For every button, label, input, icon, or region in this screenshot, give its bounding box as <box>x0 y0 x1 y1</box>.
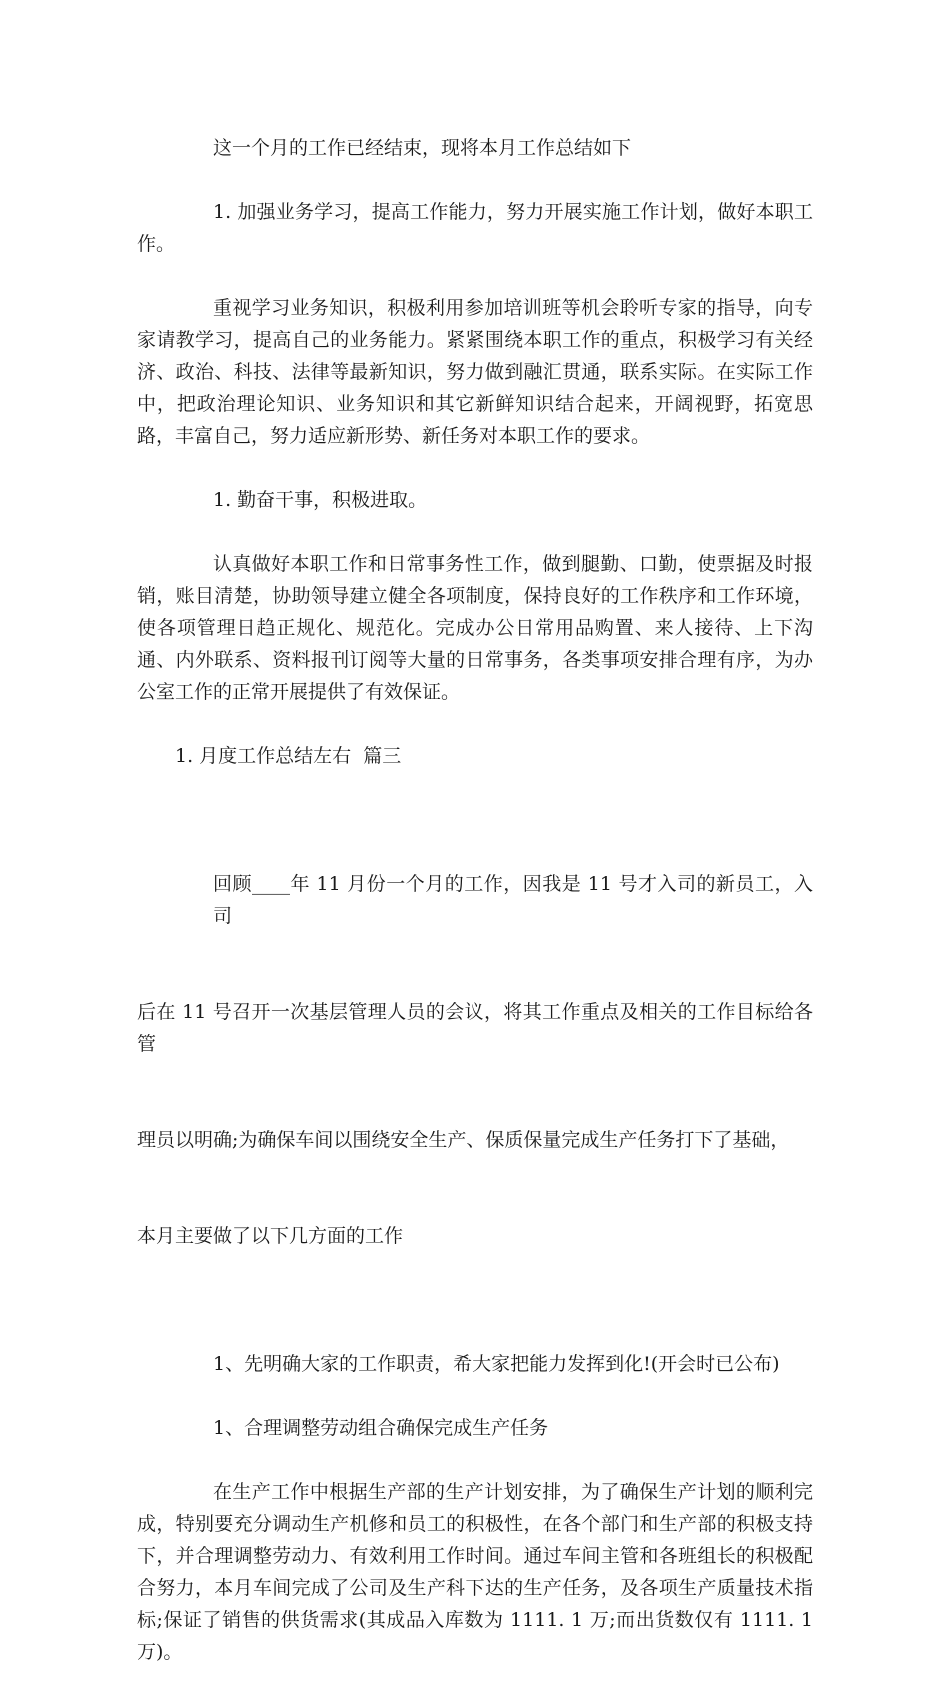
paragraph-review <box>137 804 813 1316</box>
section-heading-part-three: 1. 月度工作总结左右 篇三 <box>175 745 402 767</box>
paragraph-diligence: 认真做好本职工作和日常事务性工作，做到腿勤、口勤，使票据及时报销，账目清楚，协助领导建立健全各项制度，保持良好的工作秩序和工作环境，使各项管理日趋正规化、规范化。完成办公日常用品购置、来人接待、上下沟通、内外联系、资料报刊订阅等大量的日常事务，各类事项安排合理有序，为办公室工作的正常开展提供了有效保证。 <box>137 553 813 703</box>
review-line: 本月主要做了以下几方面的工作 <box>137 1225 404 1247</box>
review-line: 回顾____年 11 月份一个月的工作，因我是 11 号才入司的新员工，入司 <box>213 873 813 927</box>
review-line: 后在 11 号召开一次基层管理人员的会议，将其工作重点及相关的工作目标给各管 <box>137 1001 813 1055</box>
review-line: 理员以明确;为确保车间以围绕安全生产、保质保量完成生产任务打下了基础， <box>137 1129 790 1151</box>
paragraph-production: 在生产工作中根据生产部的生产计划安排，为了确保生产计划的顺利完成，特别要充分调动生产机修和员工的积极性，在各个部门和生产部的积极支持下，并合理调整劳动力、有效利用工作时间。通过车间主管和各班组长的积极配合努力，本月车间完成了公司及生产科下达的生产任务，及各项生产质量技术指标;保证了销售的供货需求(其成品入库数为 1111. 1 万;而出货数仅有 1111. 1 万)。 <box>137 1481 820 1663</box>
intro-paragraph: 这一个月的工作已经结束，现将本月工作总结如下 <box>213 137 632 159</box>
heading-study: 1. 加强业务学习，提高工作能力，努力开展实施工作计划，做好本职工作。 <box>137 201 813 255</box>
paragraph-study: 重视学习业务知识，积极利用参加培训班等机会聆听专家的指导，向专家请教学习，提高自己的业务能力。紧紧围绕本职工作的重点，积极学习有关经济、政治、科技、法律等最新知识，努力做到融汇贯通，联系实际。在实际工作中，把政治理论知识、业务知识和其它新鲜知识结合起来，开阔视野，拓宽思路，丰富自己，努力适应新形势、新任务对本职工作的要求。 <box>137 297 813 447</box>
item-duties: 1、先明确大家的工作职责，希大家把能力发挥到化!(开会时已公布) <box>213 1353 780 1375</box>
heading-diligence: 1. 勤奋干事，积极进取。 <box>213 489 428 511</box>
document-body <box>137 132 820 1700</box>
item-labor: 1、合理调整劳动组合确保完成生产任务 <box>213 1417 549 1439</box>
